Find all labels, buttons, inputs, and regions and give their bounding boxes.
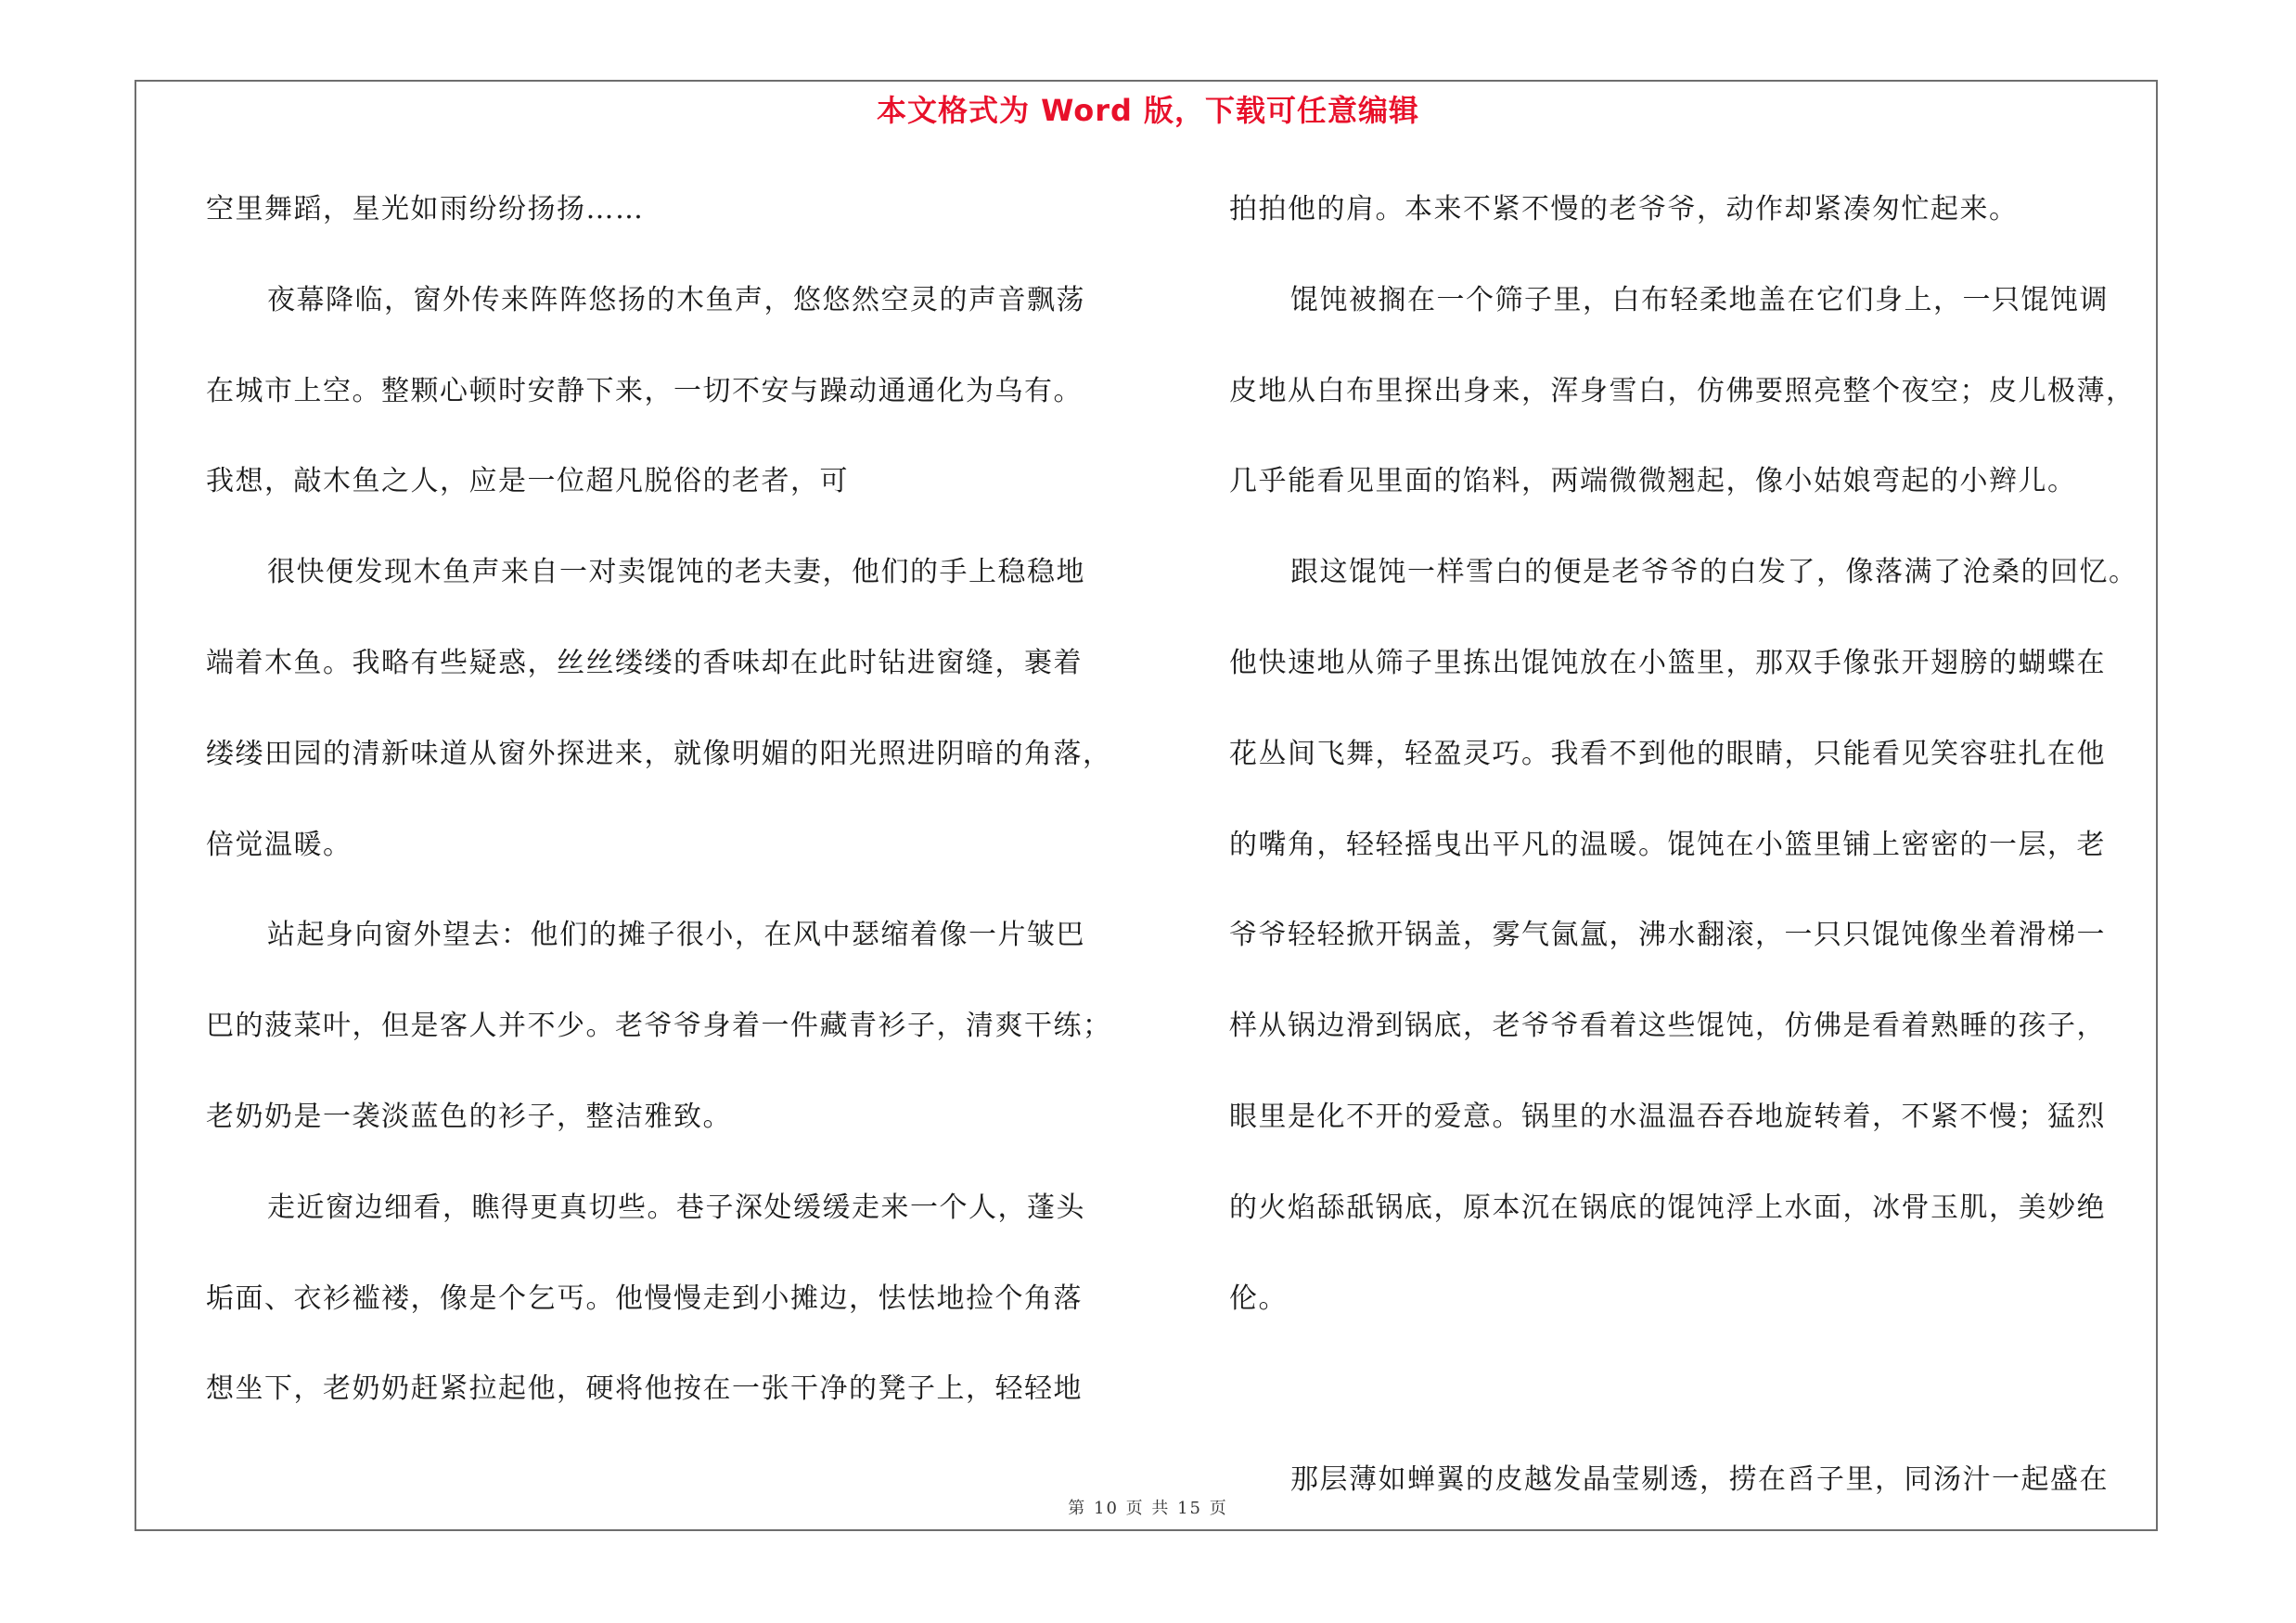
left-text-line: 走近窗边细看，瞧得更真切些。巷子深处缓缓走来一个人，蓬头 (267, 1191, 1085, 1224)
right-text-line: 花丛间飞舞，轻盈灵巧。我看不到他的眼睛，只能看见笑容驻扎在他 (1229, 737, 2106, 770)
right-text-line: 伦。 (1229, 1282, 1288, 1315)
right-text-line: 跟这馄饨一样雪白的便是老爷爷的白发了，像落满了沧桑的回忆。 (1290, 556, 2138, 589)
left-text-line: 我想，敲木鱼之人，应是一位超凡脱俗的老者，可 (206, 465, 849, 498)
left-text-line: 端着木鱼。我略有些疑惑，丝丝缕缕的香味却在此时钻进窗缝，裹着 (206, 646, 1083, 679)
format-banner: 本文格式为 Word 版，下载可任意编辑 (876, 93, 1420, 128)
right-text-line: 拍拍他的肩。本来不紧不慢的老爷爷，动作却紧凑匆忙起来。 (1229, 193, 2019, 225)
right-text-column (1229, 182, 2168, 1543)
left-text-line: 倍觉温暖。 (206, 828, 353, 861)
right-text-line (1229, 1361, 2168, 1452)
left-text-line: 垢面、衣衫褴褛，像是个乞丐。他慢慢走到小摊边，怯怯地捡个角落 (206, 1282, 1083, 1315)
right-text-line: 皮地从白布里探出身来，浑身雪白，仿佛要照亮整个夜空；皮儿极薄， (1229, 374, 2136, 407)
left-text-line: 站起身向窗外望去：他们的摊子很小，在风中瑟缩着像一片皱巴 (267, 919, 1085, 952)
page-number: 第 10 页 共 15 页 (1068, 1499, 1228, 1518)
right-text-line: 那层薄如蝉翼的皮越发晶莹剔透，捞在舀子里，同汤汁一起盛在 (1290, 1463, 2109, 1497)
right-text-line: 他快速地从筛子里拣出馄饨放在小篮里，那双手像张开翅膀的蝴蝶在 (1229, 646, 2106, 679)
left-text-line: 夜幕降临，窗外传来阵阵悠扬的木鱼声，悠悠然空灵的声音飘荡 (267, 283, 1085, 316)
left-text-line: 缕缕田园的清新味道从窗外探进来，就像明媚的阳光照进阴暗的角落， (206, 737, 1112, 770)
right-text-line: 样从锅边滑到锅底，老爷爷看着这些馄饨，仿佛是看着熟睡的孩子， (1229, 1010, 2106, 1043)
right-text-line: 几乎能看见里面的馅料，两端微微翘起，像小姑娘弯起的小辫儿。 (1229, 465, 2077, 498)
right-text-line: 馄饨被搁在一个筛子里，白布轻柔地盖在它们身上，一只馄饨调 (1290, 283, 2109, 316)
right-text-line: 爷爷轻轻掀开锅盖，雾气氤氲，沸水翻滚，一只只馄饨像坐着滑梯一 (1229, 919, 2106, 952)
right-text-line: 的火焰舔舐锅底，原本沉在锅底的馄饨浮上水面，冰骨玉肌，美妙绝 (1229, 1191, 2106, 1224)
right-text-line: 眼里是化不开的爱意。锅里的水温温吞吞地旋转着，不紧不慢；猛烈 (1229, 1100, 2106, 1133)
left-text-column (206, 182, 1138, 1452)
left-text-line: 很快便发现木鱼声来自一对卖馄饨的老夫妻，他们的手上稳稳地 (267, 556, 1085, 589)
left-text-line: 在城市上空。整颗心顿时安静下来，一切不安与躁动通通化为乌有。 (206, 374, 1083, 407)
right-text-line: 的嘴角，轻轻摇曳出平凡的温暖。馄饨在小篮里铺上密密的一层，老 (1229, 828, 2106, 861)
left-text-line: 空里舞蹈，星光如雨纷纷扬扬…… (206, 193, 645, 225)
left-text-line: 巴的菠菜叶，但是客人并不少。老爷爷身着一件藏青衫子，清爽干练； (206, 1010, 1112, 1043)
left-text-line: 老奶奶是一袭淡蓝色的衫子，整洁雅致。 (206, 1100, 732, 1133)
left-text-line: 想坐下，老奶奶赶紧拉起他，硬将他按在一张干净的凳子上，轻轻地 (206, 1372, 1083, 1406)
